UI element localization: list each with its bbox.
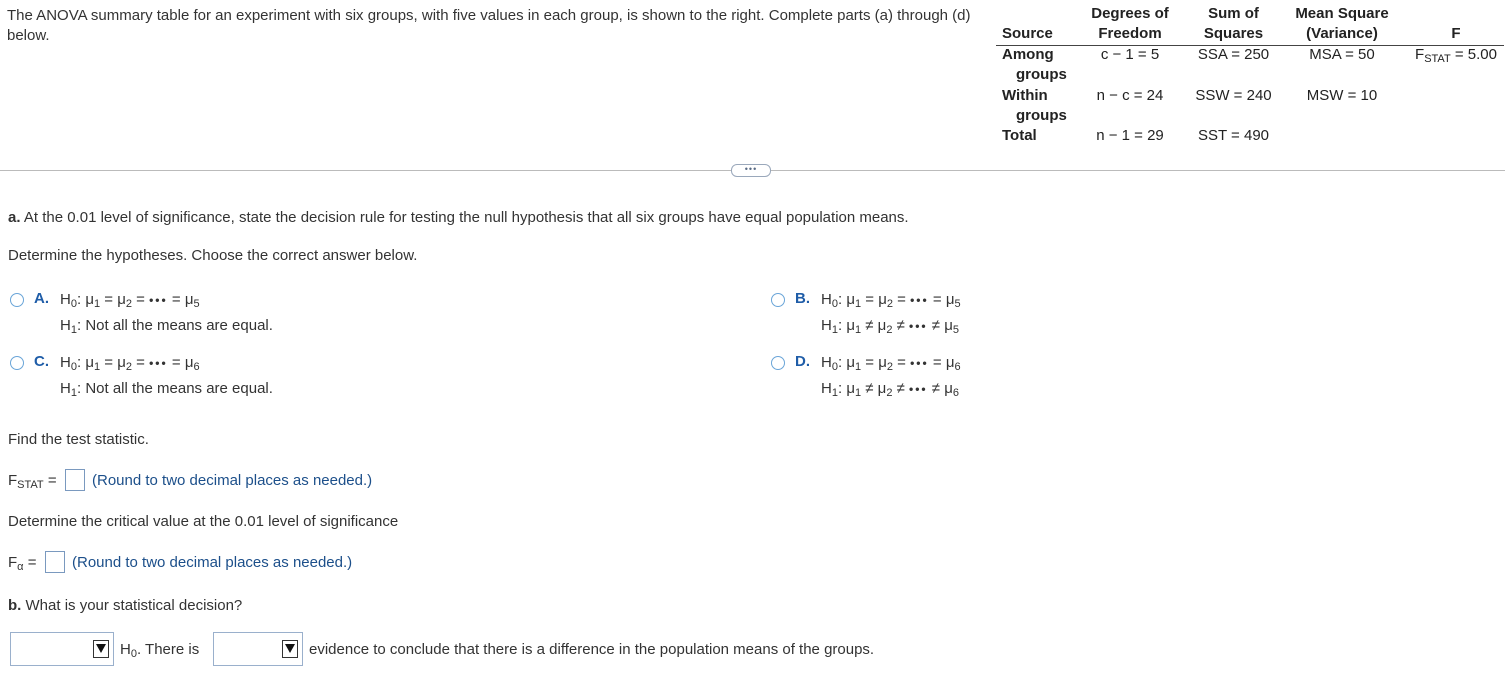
option-b-h0: $H_0$: $\mu_1 = \mu_2$ = ••• = $\mu_5$ — [821, 291, 961, 310]
problem-intro: The ANOVA summary table for an experiment with six groups, with five values in each group, is shown to the right. Complete parts (a) through (d) below. — [7, 7, 971, 44]
option-a-letter: A. — [34, 290, 49, 307]
total-ss: SST = 490 — [1197, 127, 1270, 144]
option-a-radio[interactable] — [10, 293, 24, 307]
option-a[interactable] — [10, 290, 273, 339]
within-ss: SSW = 240 — [1195, 87, 1272, 104]
row-among-label: Among groups — [1002, 46, 1067, 83]
decision-dropdown[interactable] — [10, 632, 114, 666]
option-a-h0: $H_0$: $\mu_1 = \mu_2$ = ••• = $\mu_5$ — [60, 291, 200, 310]
header-ss: Sum of Squares — [1203, 5, 1264, 42]
header-source: Source — [1002, 25, 1053, 42]
part-a-question: a. At the 0.01 level of significance, state the decision rule for testing the null hypothesis that all six groups have equal population means. — [8, 209, 909, 226]
conclusion-text: evidence to conclude that there is a difference in the population means of the groups. — [309, 641, 875, 658]
within-ms: MSW = 10 — [1306, 87, 1378, 104]
header-ms: Mean Square (Variance) — [1295, 5, 1389, 42]
dropdown-arrow-icon[interactable] — [282, 640, 298, 658]
row-within-label: Within groups — [1002, 87, 1067, 124]
among-ss: SSA = 250 — [1197, 46, 1270, 63]
option-a-h1: $H_1$: Not all the means are equal. — [60, 317, 273, 336]
option-b-letter: B. — [795, 290, 810, 307]
part-b-question: b. What is your statistical decision? — [8, 597, 243, 614]
option-d-h1: $H_1$: $\mu_1 \ne \mu_2$ ≠ ••• ≠ $\mu_6$ — [821, 380, 959, 399]
among-f: $F_{STAT} = 5.00$ — [1415, 46, 1497, 65]
fstat-hint: (Round to two decimal places as needed.) — [92, 472, 373, 489]
f-alpha-hint: (Round to two decimal places as needed.) — [72, 554, 353, 571]
total-df: n − 1 = 29 — [1096, 127, 1164, 144]
option-b[interactable] — [771, 290, 961, 339]
evidence-dropdown[interactable] — [213, 632, 303, 666]
option-b-radio[interactable] — [771, 293, 785, 307]
option-c[interactable] — [10, 353, 273, 402]
option-d[interactable] — [771, 353, 961, 402]
among-df: c − 1 = 5 — [1100, 46, 1160, 63]
header-f: F — [1451, 25, 1461, 42]
header-df: Degrees of Freedom — [1091, 5, 1169, 42]
option-c-h0: $H_0$: $\mu_1 = \mu_2$ = ••• = $\mu_6$ — [60, 354, 200, 373]
dropdown-arrow-icon[interactable] — [93, 640, 109, 658]
test-stat-prompt: Find the test statistic. — [8, 431, 149, 448]
f-alpha-input[interactable] — [45, 551, 65, 573]
more-options-button[interactable]: ••• — [731, 164, 771, 177]
option-d-letter: D. — [795, 353, 810, 370]
among-ms: MSA = 50 — [1309, 46, 1375, 63]
within-df: n − c = 24 — [1096, 87, 1164, 104]
option-c-letter: C. — [34, 353, 49, 370]
option-d-h0: $H_0$: $\mu_1 = \mu_2$ = ••• = $\mu_6$ — [821, 354, 961, 373]
f-alpha-label: $F_\alpha$ = — [8, 554, 37, 573]
option-b-h1: $H_1$: $\mu_1 \ne \mu_2$ ≠ ••• ≠ $\mu_5$ — [821, 317, 959, 336]
fstat-input[interactable] — [65, 469, 85, 491]
fstat-label: $F_{STAT}$ = — [8, 472, 57, 491]
row-total-label: Total — [1002, 127, 1037, 144]
option-c-radio[interactable] — [10, 356, 24, 370]
critical-value-prompt: Determine the critical value at the 0.01 level of significance — [8, 513, 399, 530]
option-c-h1: $H_1$: Not all the means are equal. — [60, 380, 273, 399]
option-d-radio[interactable] — [771, 356, 785, 370]
hypotheses-prompt: Determine the hypotheses. Choose the correct answer below. — [8, 247, 418, 264]
h0-there-is-text: $H_0$. There is — [120, 641, 200, 660]
